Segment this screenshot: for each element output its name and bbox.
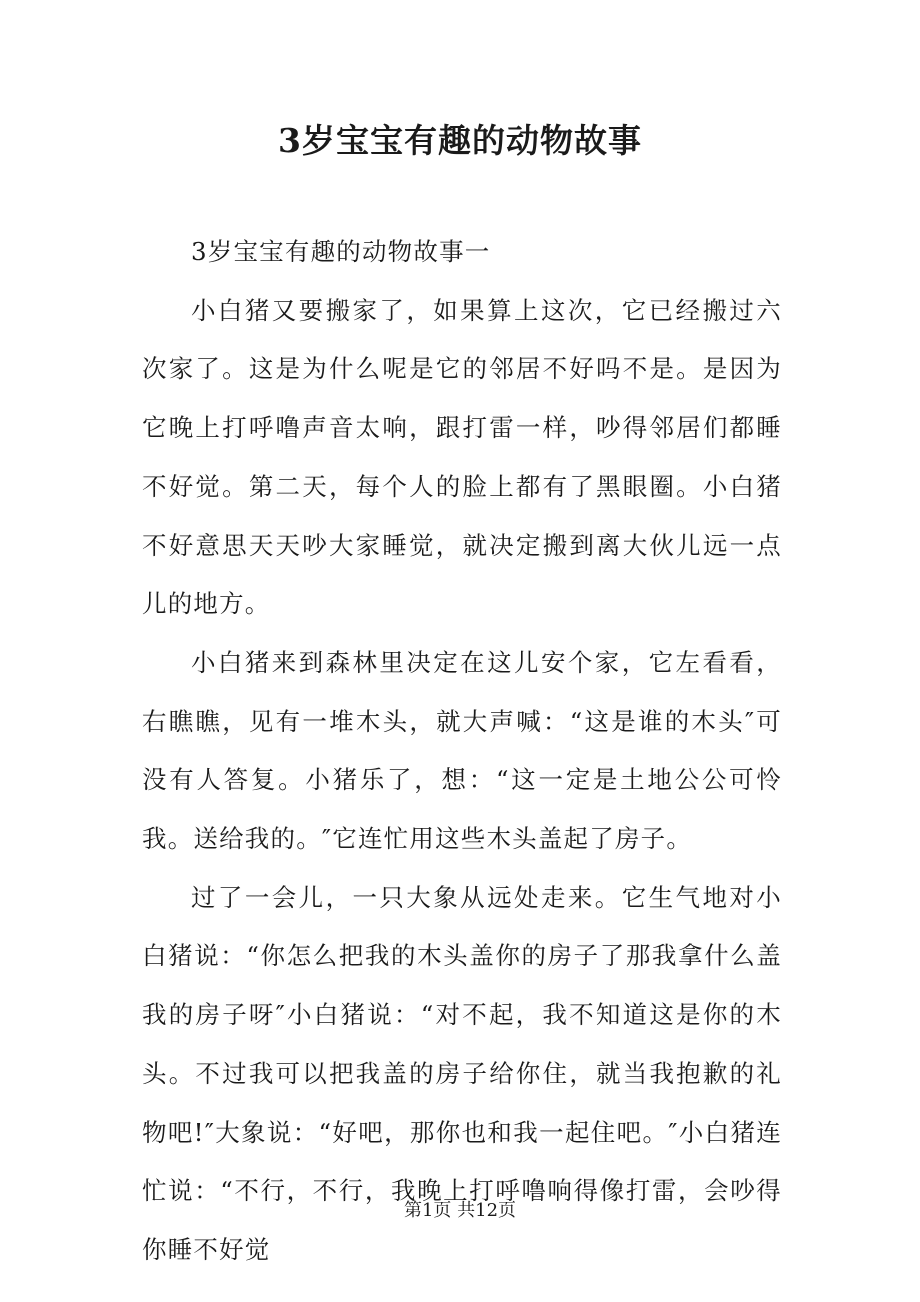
paragraph: 过了一会儿，一只大象从远处走来。它生气地对小白猪说：“你怎么把我的木头盖你的房子了那我拿什么盖我的房子呀″小白猪说：“对不起，我不知道这是你的木头。不过我可以把我盖的房子给你住，就当我抱歉的礼物吧!″大象说：“好吧，那你也和我一起住吧。″小白猪连忙说：“不行，不行，我晚上打呼噜响得像打雷，会吵得你睡不好觉 [142, 882, 782, 1264]
paragraph-subtitle: 3岁宝宝有趣的动物故事一 [191, 237, 491, 266]
document-title: 3岁宝宝有趣的动物故事 [278, 121, 642, 160]
paragraph: 小白猪又要搬家了，如果算上这次，它已经搬过六次家了。这是为什么呢是它的邻居不好吗不是。是因为它晚上打呼噜声音太响，跟打雷一样，吵得邻居们都睡不好觉。第二天，每个人的脸上都有了黑眼圈。小白猪不好意思天天吵大家睡觉，就决定搬到离大伙儿远一点儿的地方。 [142, 295, 782, 619]
document-body [142, 223, 782, 1280]
page-number-footer: 第1页 共12页 [403, 1200, 517, 1221]
paragraph: 小白猪来到森林里决定在这儿安个家，它左看看，右瞧瞧，见有一堆木头，就大声喊：“这是谁的木头″可没有人答复。小猪乐了，想：“这一定是土地公公可怜我。送给我的。″它连忙用这些木头盖起了房子。 [142, 647, 782, 854]
